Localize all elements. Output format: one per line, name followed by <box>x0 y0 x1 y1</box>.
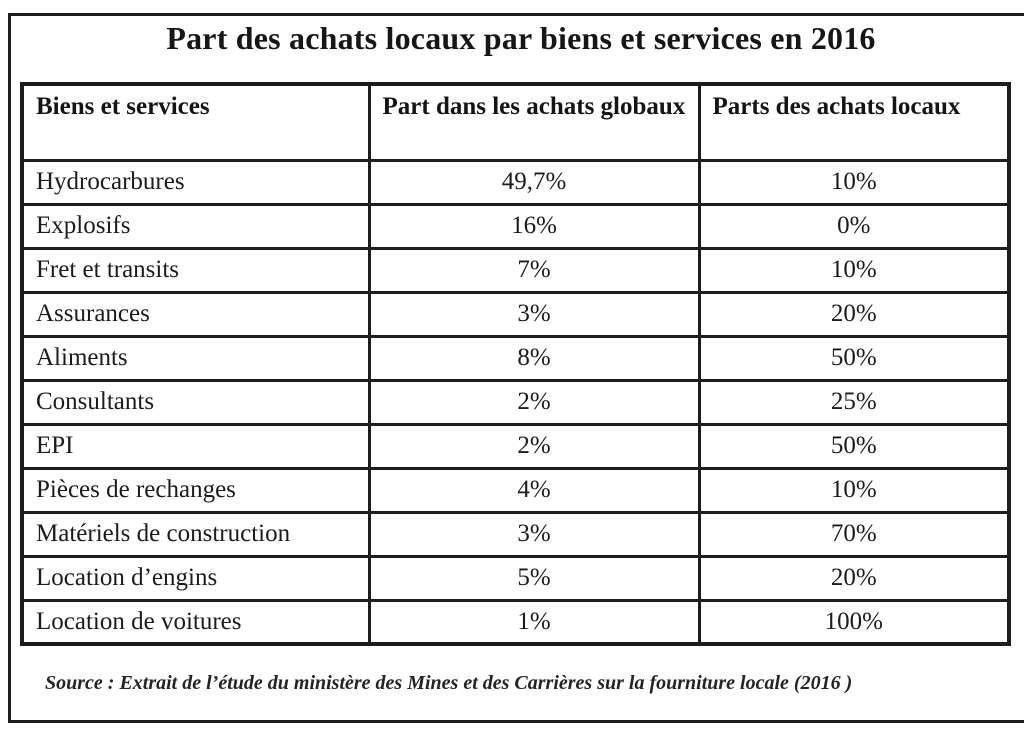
row-label: Assurances <box>22 292 369 336</box>
global-share-value: 2% <box>369 424 699 468</box>
column-header-part-achats-globaux: Part dans les achats globaux <box>369 84 699 160</box>
local-share-value: 70% <box>699 512 1009 556</box>
local-share-value: 10% <box>699 248 1009 292</box>
table-row <box>22 160 1009 204</box>
global-share-value: 49,7% <box>369 160 699 204</box>
row-label: Matériels de construction <box>22 512 369 556</box>
row-label: Location d’engins <box>22 556 369 600</box>
global-share-value: 2% <box>369 380 699 424</box>
row-label: EPI <box>22 424 369 468</box>
local-share-value: 100% <box>699 600 1009 644</box>
table-row <box>22 468 1009 512</box>
global-share-value: 4% <box>369 468 699 512</box>
table-row <box>22 380 1009 424</box>
table-row <box>22 512 1009 556</box>
row-label: Aliments <box>22 336 369 380</box>
local-share-value: 10% <box>699 468 1009 512</box>
local-share-value: 0% <box>699 204 1009 248</box>
global-share-value: 3% <box>369 512 699 556</box>
row-label: Consultants <box>22 380 369 424</box>
local-share-value: 10% <box>699 160 1009 204</box>
row-label: Hydrocarbures <box>22 160 369 204</box>
local-share-value: 20% <box>699 556 1009 600</box>
row-label: Fret et transits <box>22 248 369 292</box>
table-row <box>22 424 1009 468</box>
table-row <box>22 248 1009 292</box>
column-header-biens-et-services: Biens et services <box>22 84 369 160</box>
table-row <box>22 292 1009 336</box>
page-title: Part des achats locaux par biens et services en 2016 <box>166 20 876 56</box>
table-row <box>22 600 1009 644</box>
local-share-value: 50% <box>699 424 1009 468</box>
table-header-row <box>22 84 1009 160</box>
global-share-value: 5% <box>369 556 699 600</box>
global-share-value: 8% <box>369 336 699 380</box>
table-row <box>22 336 1009 380</box>
table-row <box>22 204 1009 248</box>
local-share-value: 50% <box>699 336 1009 380</box>
local-share-value: 20% <box>699 292 1009 336</box>
global-share-value: 1% <box>369 600 699 644</box>
row-label: Pièces de rechanges <box>22 468 369 512</box>
row-label: Explosifs <box>22 204 369 248</box>
row-label: Location de voitures <box>22 600 369 644</box>
source-citation: Source : Extrait de l’étude du ministère des Mines et des Carrières sur la fourniture locale (2016 ) <box>45 672 853 694</box>
data-table <box>20 82 1011 646</box>
column-header-parts-achats-locaux: Parts des achats locaux <box>699 84 1009 160</box>
table-row <box>22 556 1009 600</box>
global-share-value: 16% <box>369 204 699 248</box>
local-share-value: 25% <box>699 380 1009 424</box>
global-share-value: 7% <box>369 248 699 292</box>
global-share-value: 3% <box>369 292 699 336</box>
